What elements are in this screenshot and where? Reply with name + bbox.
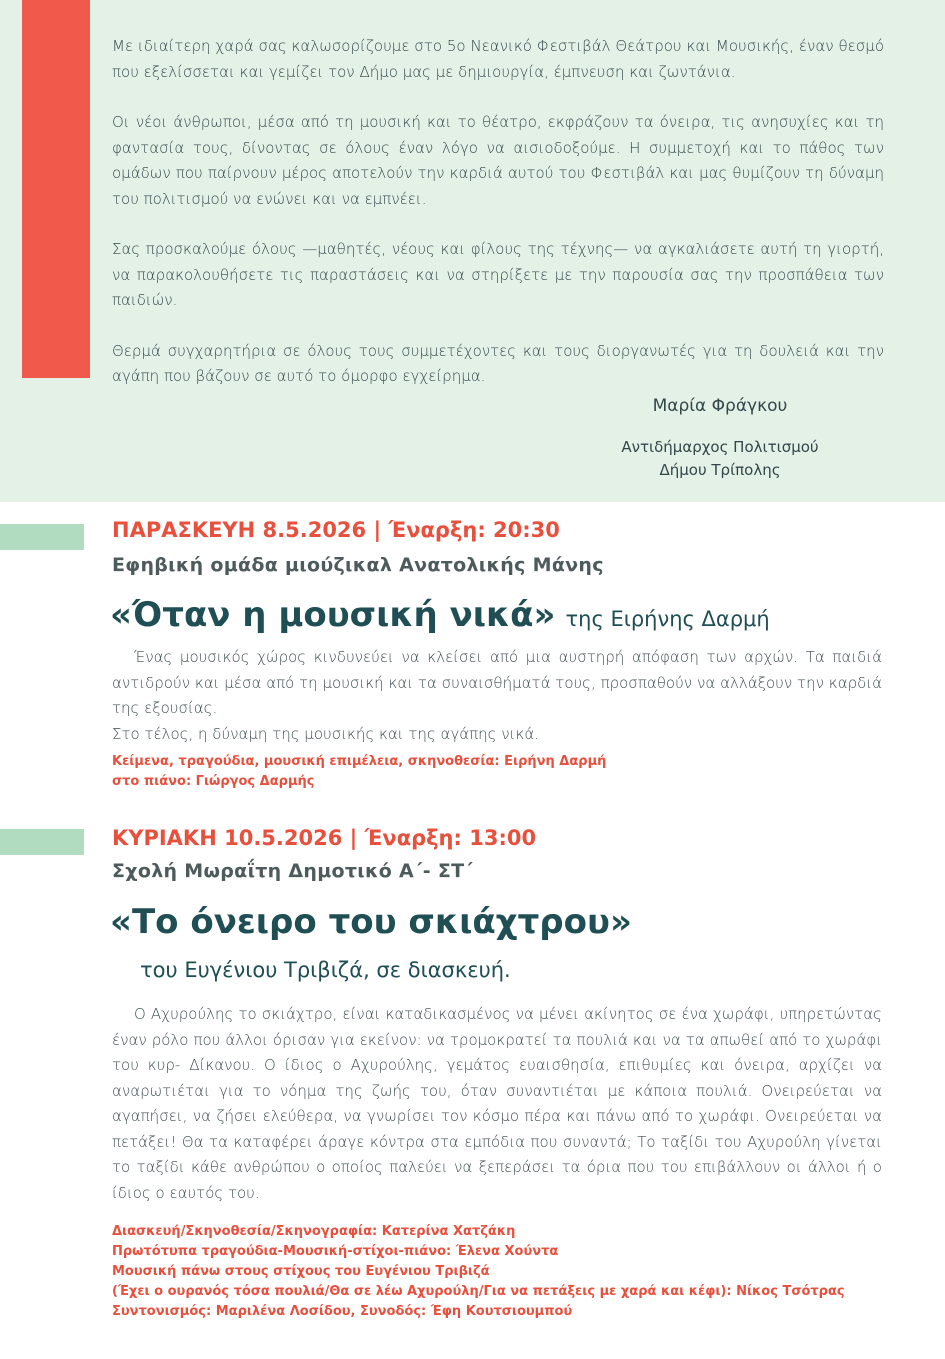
welcome-paragraph: Θερμά συγχαρητήρια σε όλους τους συμμετέχοντες και τους διοργανωτές για τη δουλειά και την αγάπη που βάζουν σε αυτό το όμορφο εγχείρημα. — [112, 341, 884, 385]
event2-credit-line: Συντονισμός: Μαριλένα Λοσίδου, Συνοδός: Έφη Κουτσιουμπού — [112, 1304, 573, 1319]
green-tab-event2 — [0, 829, 84, 855]
event2-date: ΚΥΡΙΑΚΗ 10.5.2026 | Έναρξη: 13:00 — [112, 826, 537, 850]
event1-author: της Ειρήνης Δαρμή — [565, 607, 770, 631]
event2-credit-line: Πρωτότυπα τραγούδια-Μουσική-στίχοι-πιάνο: Έλενα Χούντα — [112, 1244, 559, 1259]
event1-title-line — [110, 595, 770, 635]
welcome-section — [0, 0, 945, 502]
event1-title: «Όταν η μουσική νικά» — [110, 595, 556, 635]
signature-role-municipality: Δήμου Τρίπολης — [659, 461, 781, 479]
signature-role-title: Αντιδήμαρχος Πολιτισμού — [621, 438, 819, 456]
event1-credits — [112, 752, 606, 792]
welcome-paragraph: Σας προσκαλούμε όλους —μαθητές, νέους και φίλους της τέχνης— να αγκαλιάσετε αυτή τη γιορτή, να παρακολουθήσετε τις παραστάσεις και να στηρίξετε με την παρουσία σας την προσπάθεια των παιδιών. — [112, 240, 884, 309]
event2-credits — [112, 1222, 845, 1322]
event2-credit-line: (Έχει ο ουρανός τόσα πουλιά/Θα σε λέω Αχυρούλη/Για να πετάξεις με χαρά και κέφι): Νίκος Τσότρας — [112, 1284, 845, 1299]
event2-group: Σχολή Μωραΐτη Δημοτικό Α΄- ΣΤ΄ — [112, 860, 474, 882]
signature-role — [560, 436, 880, 482]
welcome-message — [112, 34, 884, 415]
signature-name: Μαρία Φράγκου — [652, 396, 788, 416]
event1-description-paragraph: Ένας μουσικός χώρος κινδυνεύει να κλείσει από μια αυστηρή απόφαση των αρχών. Τα παιδιά αντιδρούν και μέσα από τη μουσική και τα συναισθήματά τους, προσπαθούν να αλλάξουν την καρδιά της εξουσίας. — [112, 648, 882, 717]
event1-credit-line: στο πιάνο: Γιώργος Δαρμής — [112, 774, 315, 789]
event1-credit-line: Κείμενα, τραγούδια, μουσική επιμέλεια, σκηνοθεσία: Ειρήνη Δαρμή — [112, 754, 607, 769]
event2-description-paragraph: Ο Αχυρούλης το σκιάχτρο, είναι καταδικασμένος να μένει ακίνητος σε ένα χωράφι, υπηρετώντας έναν ρόλο που άλλοι όρισαν για εκείνον: να τρομοκρατεί τα πουλιά και να τα απωθεί από το χωράφι του κυρ- Δίκανου. Ο ίδιος ο Αχυρούλης, γεμάτος ευαισθησία, επιθυμίες και όνειρα, αρχίζει να αναρωτιέται για το νόημα της ζωής του, όταν συναντιέται με κάποια πουλιά. Ονειρεύεται να αγαπήσει, να ζήσει ελεύθερα, να γνωρίσει τον κόσμο πέρα και πάνω από το χωράφι. Ονειρεύεται να πετάξει! Θα τα καταφέρει άραγε κόντρα στα εμπόδια που συναντά; Το ταξίδι του Αχυρούλη γίνεται το ταξίδι κάθε ανθρώπου ο οποίος παλεύει να ξεπεράσει τα όρια που του επιβάλλουν οι άλλοι ή ο ίδιος ο εαυτός του. — [112, 1005, 882, 1202]
event1-description — [112, 645, 882, 747]
welcome-paragraph: Οι νέοι άνθρωποι, μέσα από τη μουσική και το θέατρο, εκφράζουν τα όνειρα, τις ανησυχίες και τη φαντασία τους, δίνοντας σε όλους έναν λόγο να αισιοδοξούμε. Η συμμετοχή και το πάθος των ομάδων που παίρνουν μέρος αποτελούν την καρδιά αυτού του Φεστιβάλ και μας θυμίζουν τη δύναμη του πολιτισμού να ενώνει και να εμπνέει. — [112, 113, 884, 208]
event1-date: ΠΑΡΑΣΚΕΥΗ 8.5.2026 | Έναρξη: 20:30 — [112, 518, 560, 542]
event2-title: «Το όνειρο του σκιάχτρου» — [110, 902, 632, 942]
event2-description — [112, 1002, 882, 1206]
event1-description-paragraph: Στο τέλος, η δύναμη της μουσικής και της αγάπης νικά. — [112, 724, 540, 743]
red-accent-bar — [22, 0, 90, 378]
welcome-paragraph: Με ιδιαίτερη χαρά σας καλωσορίζουμε στο 5ο Νεανικό Φεστιβάλ Θεάτρου και Μουσικής, έναν θεσμό που εξελίσσεται και γεμίζει τον Δήμο μας με δημιουργία, έμπνευση και ζωντάνια. — [112, 37, 884, 81]
event2-credit-line: Διασκευή/Σκηνοθεσία/Σκηνογραφία: Κατερίνα Χατζάκη — [112, 1224, 516, 1239]
green-tab-event1 — [0, 524, 84, 550]
event2-author: του Ευγένιου Τριβιζά, σε διασκευή. — [140, 958, 511, 982]
event2-credit-line: Μουσική πάνω στους στίχους του Ευγένιου Τριβιζά — [112, 1264, 490, 1279]
event1-group: Εφηβική ομάδα μιούζικαλ Ανατολικής Μάνης — [112, 554, 604, 576]
